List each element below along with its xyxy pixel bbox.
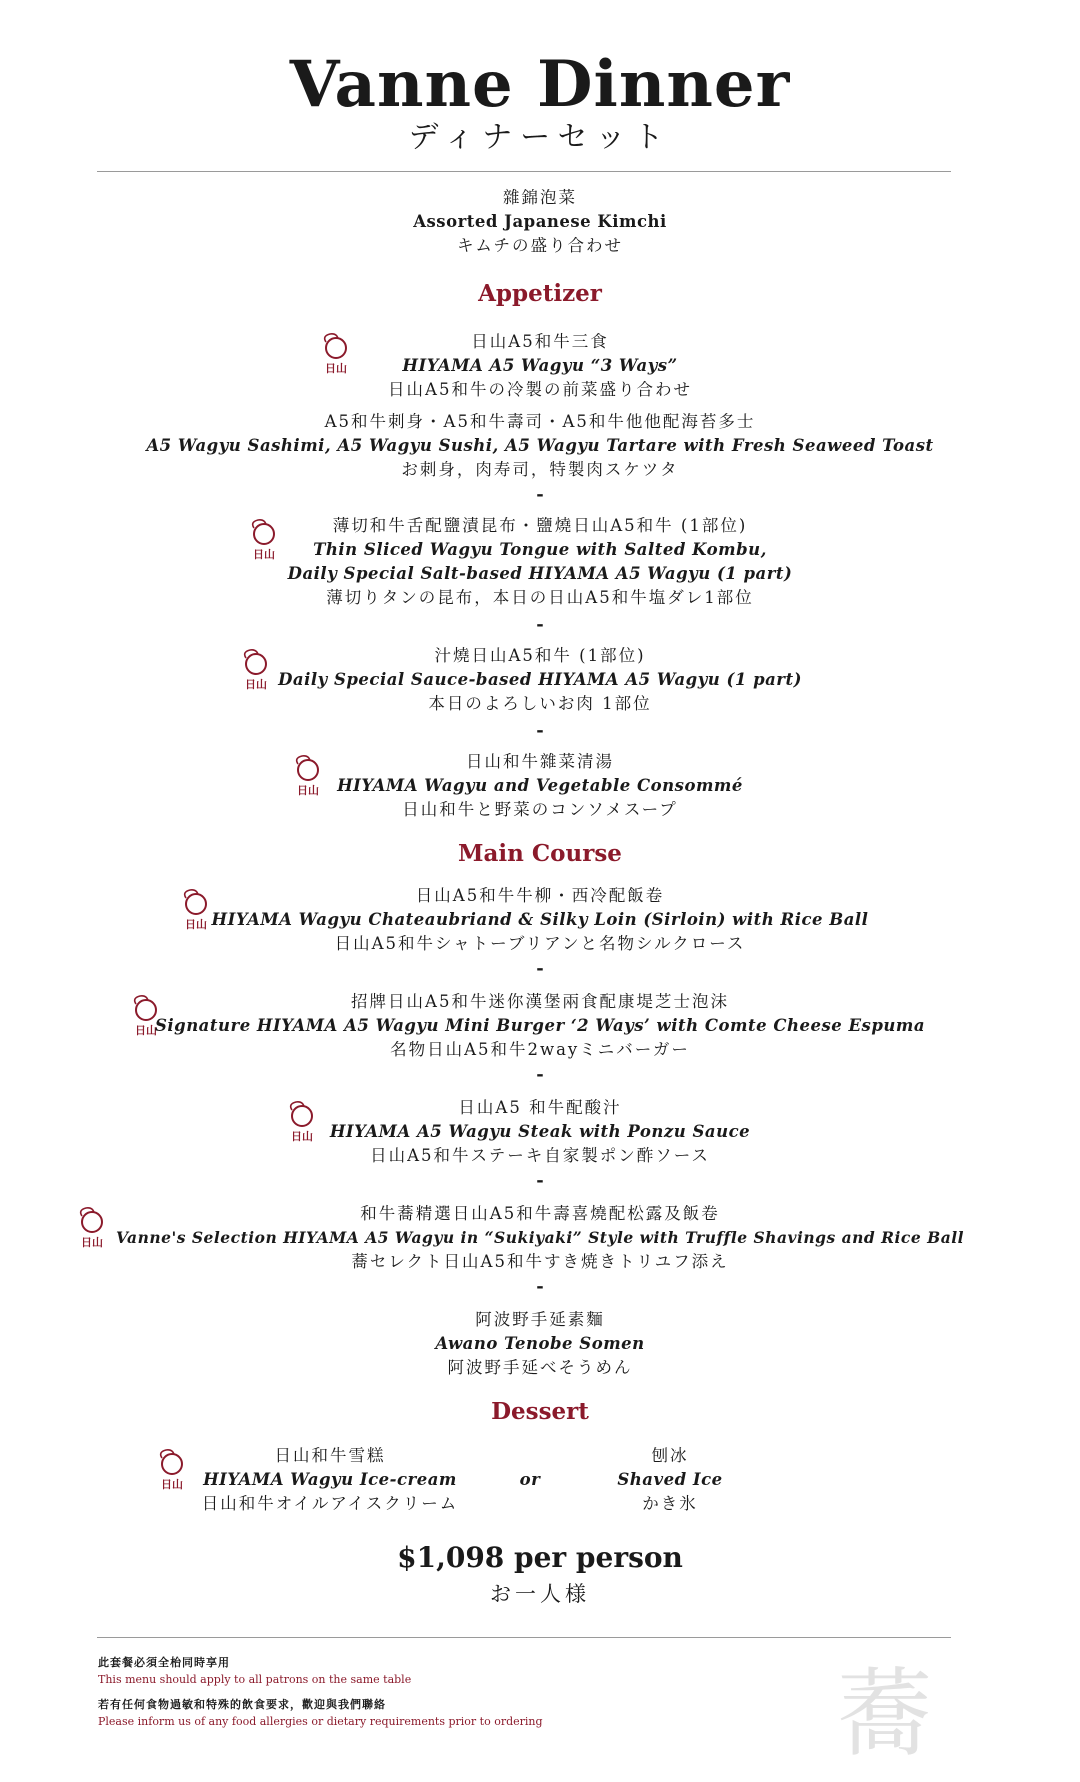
- dish-separator: -: [536, 958, 544, 979]
- section-appetizer: Appetizer: [478, 280, 602, 307]
- dish-name-cn: 日山A5和牛牛柳・西冷配飯卷: [415, 886, 665, 905]
- dish-name-jp: 日山A5和牛の冷製の前菜盛り合わせ: [388, 380, 692, 399]
- dish-name-cn: 和牛蕎精選日山A5和牛壽喜燒配松露及飯卷: [360, 1204, 720, 1223]
- svg-text:日山: 日山: [253, 548, 275, 561]
- note-same-table-en: This menu should apply to all patrons on the same table: [98, 1673, 412, 1686]
- header-divider: [97, 171, 951, 172]
- dish-name-jp: かき氷: [642, 1494, 698, 1513]
- dish-separator: -: [536, 720, 544, 741]
- svg-text:日山: 日山: [291, 1130, 313, 1143]
- appetizer-item: [0, 330, 1080, 402]
- dish-name-cn: 招牌日山A5和牛迷你漢堡兩食配康堤芝士泡沫: [351, 992, 729, 1011]
- footer-divider: [97, 1637, 951, 1638]
- or-text: or: [519, 1470, 541, 1489]
- main-course-item: [0, 1096, 1080, 1168]
- dish-name-jp: 阿波野手延べそうめん: [447, 1358, 633, 1377]
- dish-name-en: HIYAMA Wagyu and Vegetable Consommé: [337, 776, 743, 795]
- dish-name-cn: 刨冰: [651, 1446, 689, 1465]
- vanne-watermark-logo: [815, 1655, 955, 1765]
- dessert-option-shaved-ice: [590, 1444, 750, 1516]
- dish-name-cn: 薄切和牛舌配鹽漬昆布・鹽燒日山A5和牛 (1部位): [332, 516, 748, 535]
- dish-name-jp: 日山和牛と野菜のコンソメスープ: [402, 800, 678, 819]
- dish-separator: -: [536, 1170, 544, 1191]
- dessert-option-ice-cream: [170, 1444, 490, 1516]
- dish-separator: -: [536, 1064, 544, 1085]
- starter-kimchi: [0, 186, 1080, 258]
- main-course-item: [0, 1202, 1080, 1274]
- svg-text:日山: 日山: [81, 1236, 103, 1249]
- menu-title: Vanne Dinner: [289, 47, 791, 122]
- dish-name-cn: 日山和牛雪糕: [274, 1446, 386, 1465]
- dish-name-jp: キムチの盛り合わせ: [456, 236, 623, 255]
- dish-name-en: HIYAMA Wagyu Chateaubriand & Silky Loin (Sirloin) with Rice Ball: [211, 910, 869, 929]
- dish-name-en: Daily Special Sauce-based HIYAMA A5 Wagyu (1 part): [278, 670, 802, 689]
- price-per-person: $1,098 per person: [397, 1541, 683, 1574]
- main-course-item: [0, 884, 1080, 956]
- appetizer-item: [0, 410, 1080, 482]
- svg-text:日山: 日山: [297, 784, 319, 797]
- section-main-course: Main Course: [458, 840, 622, 867]
- dish-name-jp: 名物日山A5和牛2wayミニバーガー: [390, 1040, 690, 1059]
- dish-name-en: Signature HIYAMA A5 Wagyu Mini Burger ‘2 Ways’ with Comte Cheese Espuma: [154, 1016, 926, 1035]
- svg-text:日山: 日山: [161, 1478, 183, 1491]
- svg-text:日山: 日山: [245, 678, 267, 691]
- dish-name-en: Assorted Japanese Kimchi: [413, 212, 667, 231]
- dessert-or-label: [500, 1468, 560, 1492]
- dish-name-en: A5 Wagyu Sashimi, A5 Wagyu Sushi, A5 Wagyu Tartare with Fresh Seaweed Toast: [146, 436, 934, 455]
- dish-name-jp: 日山A5和牛ステーキ自家製ポン酢ソース: [370, 1146, 710, 1165]
- dish-name-jp: 日山和牛オイルアイスクリーム: [201, 1494, 459, 1513]
- dish-name-en-line2: Daily Special Salt-based HIYAMA A5 Wagyu (1 part): [287, 564, 793, 583]
- appetizer-item: [0, 644, 1080, 716]
- svg-text:蕎: 蕎: [837, 1658, 933, 1765]
- dish-name-jp: 本日のよろしいお肉 1部位: [428, 694, 652, 713]
- dish-name-en: Shaved Ice: [617, 1470, 723, 1489]
- dish-name-cn: A5和牛刺身・A5和牛壽司・A5和牛他他配海苔多士: [324, 412, 756, 431]
- svg-text:日山: 日山: [135, 1024, 157, 1037]
- dish-name-jp: 蕎セレクト日山A5和牛すき焼きトリユフ添え: [351, 1252, 729, 1271]
- menu-subtitle: ディナーセット: [408, 120, 672, 155]
- dish-separator: -: [536, 484, 544, 505]
- dish-name-en: Vanne's Selection HIYAMA A5 Wagyu in “Sukiyaki” Style with Truffle Shavings and Rice Ball: [115, 1228, 965, 1247]
- dish-name-cn: 日山A5和牛三食: [471, 332, 609, 351]
- main-course-item: [0, 990, 1080, 1062]
- svg-text:日山: 日山: [325, 362, 347, 375]
- dish-name-jp: 薄切りタンの昆布，本日の日山A5和牛塩ダレ1部位: [326, 588, 754, 607]
- note-allergy-cn: 若有任何食物過敏和特殊的飲食要求，歡迎與我們聯絡: [98, 1698, 386, 1711]
- dish-separator: -: [536, 614, 544, 635]
- note-allergy-en: Please inform us of any food allergies or dietary requirements prior to ordering: [98, 1715, 543, 1728]
- dish-separator: -: [536, 1276, 544, 1297]
- appetizer-item: [0, 750, 1080, 822]
- main-course-item: [0, 1308, 1080, 1380]
- dish-name-en: HIYAMA A5 Wagyu Steak with Ponzu Sauce: [329, 1122, 751, 1141]
- dish-name-en: Awano Tenobe Somen: [435, 1334, 645, 1353]
- appetizer-item: [0, 514, 1080, 610]
- svg-text:日山: 日山: [185, 918, 207, 931]
- dish-name-jp: 日山A5和牛シャトーブリアンと名物シルクロース: [334, 934, 746, 953]
- dish-name-en: Thin Sliced Wagyu Tongue with Salted Kombu,: [313, 540, 767, 559]
- dish-name-en: HIYAMA A5 Wagyu “3 Ways”: [402, 356, 678, 375]
- note-same-table-cn: 此套餐必須全枱同時享用: [98, 1656, 230, 1669]
- dish-name-cn: 雜錦泡菜: [503, 188, 577, 207]
- section-dessert: Dessert: [491, 1398, 589, 1425]
- dish-name-jp: お刺身，肉寿司，特製肉スケツタ: [401, 460, 679, 479]
- price-per-person-jp: お一人様: [490, 1582, 590, 1606]
- dish-name-en: HIYAMA Wagyu Ice-cream: [203, 1470, 457, 1489]
- dish-name-cn: 日山A5 和牛配酸汁: [458, 1098, 622, 1117]
- dish-name-cn: 阿波野手延素麵: [475, 1310, 605, 1329]
- dish-name-cn: 汁燒日山A5和牛 (1部位): [434, 646, 646, 665]
- dish-name-cn: 日山和牛雜菜清湯: [466, 752, 614, 771]
